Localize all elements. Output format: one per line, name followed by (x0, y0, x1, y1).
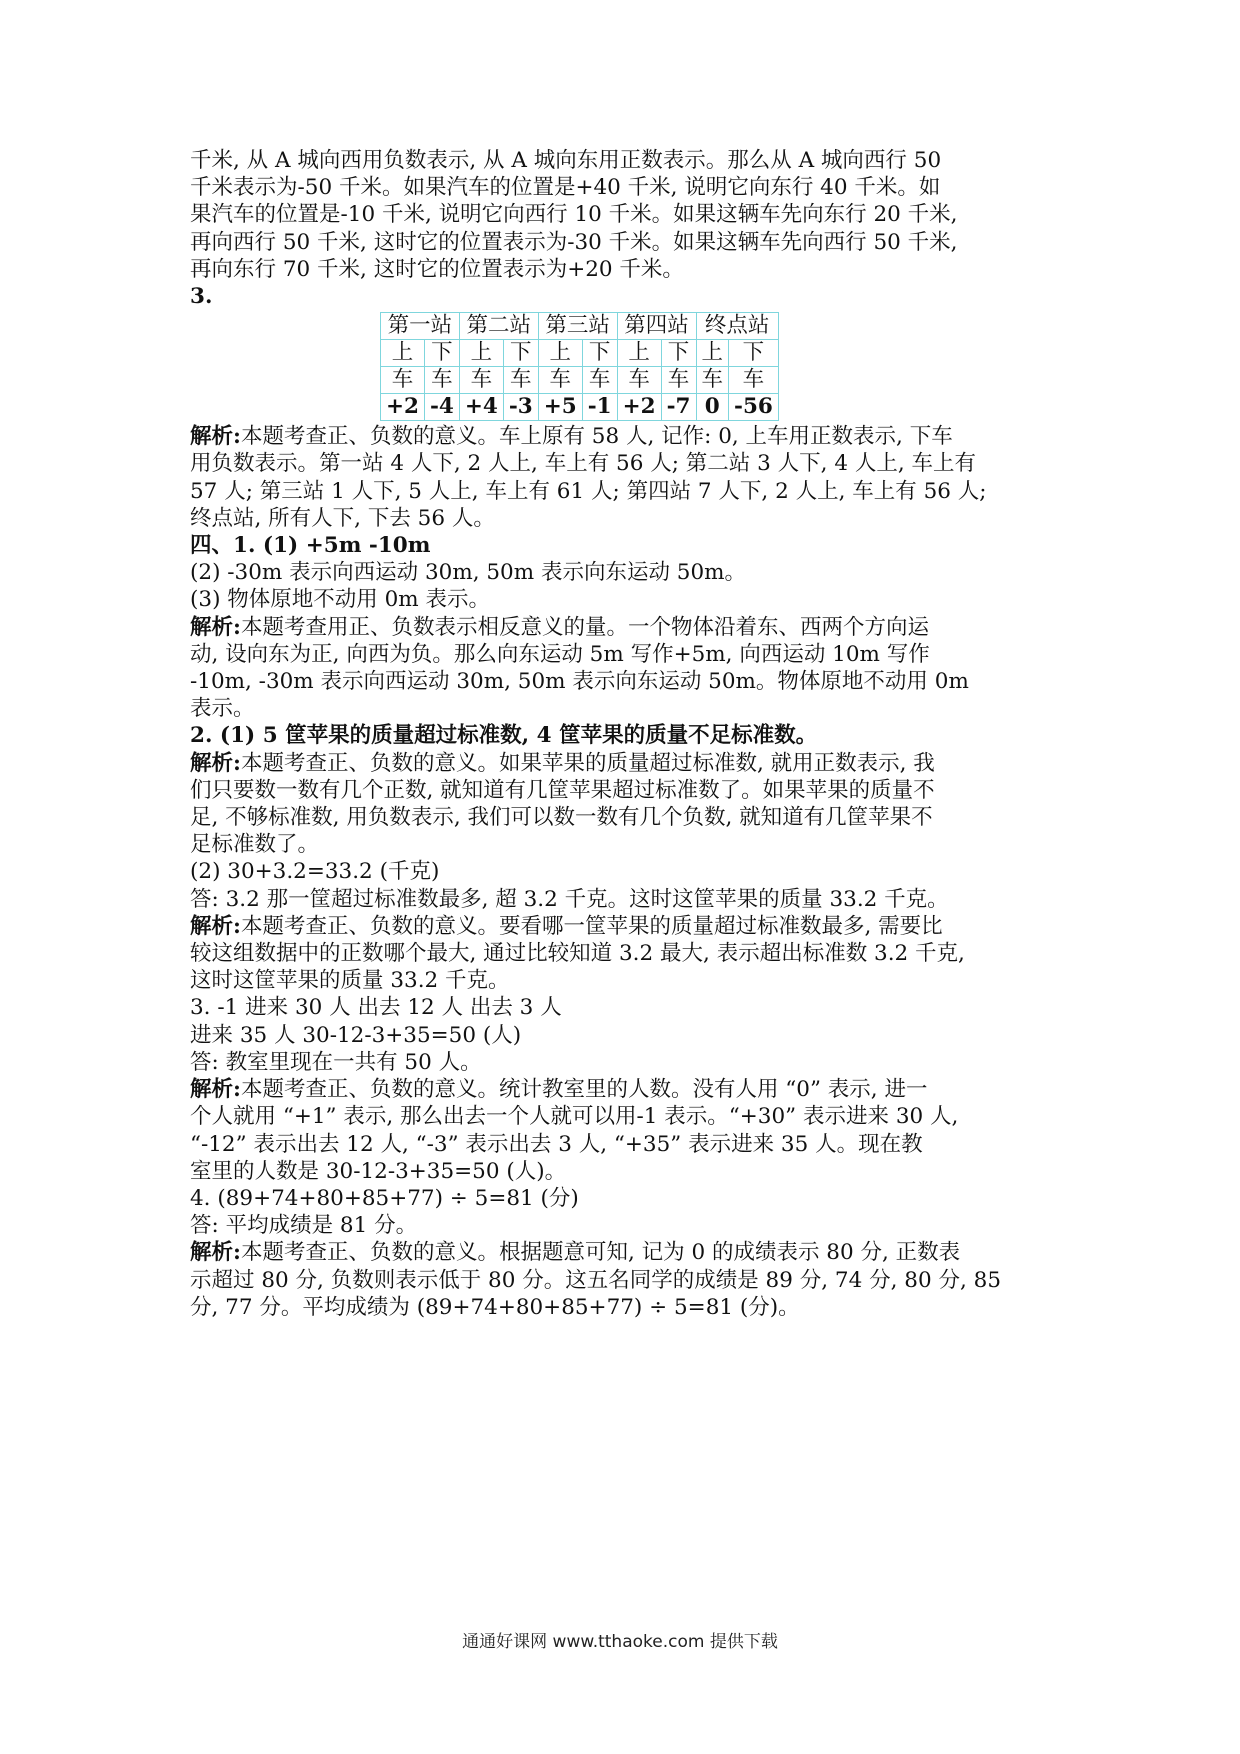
line-text: 用负数表示。第一站 4 人下, 2 人上, 车上有 56 人; 第二站 3 人下, 4 人上, 车上有 (190, 451, 977, 477)
line-text: 本题考查正、负数的意义。要看哪一筐苹果的质量超过标准数最多, 需要比 (240, 913, 943, 939)
line-text: 3. (190, 284, 213, 310)
line-text: 示超过 80 分, 负数则表示低于 80 分。这五名同学的成绩是 89 分, 74 分, 80 分, 85 (190, 1267, 1001, 1293)
text-line (190, 1022, 1060, 1049)
passenger-change-value: -1 (582, 394, 617, 421)
car-label: 车 (538, 367, 582, 394)
text-line (190, 940, 1060, 967)
line-text: 动, 设向东为正, 向西为负。那么向东运动 5m 写作+5m, 向西运动 10m 写作 (190, 641, 930, 667)
analysis-line (190, 750, 1060, 777)
passenger-change-value: -3 (503, 394, 538, 421)
text-line (190, 777, 1060, 804)
line-text: 进来 35 人 30-12-3+35=50 (人) (190, 1022, 522, 1048)
text-line (190, 1294, 1060, 1321)
line-text: 们只要数一数有几个正数, 就知道有几筐苹果超过标准数了。如果苹果的质量不 (190, 777, 935, 803)
car-label: 车 (661, 367, 696, 394)
line-text: “-12” 表示出去 12 人, “-3” 表示出去 3 人, “+35” 表示进来 35 人。现在教 (190, 1131, 923, 1157)
line-text: (2) -30m 表示向西运动 30m, 50m 表示向东运动 50m。 (190, 560, 747, 586)
analysis-line (190, 1239, 1060, 1266)
line-text: 本题考查用正、负数表示相反意义的量。一个物体沿着东、西两个方向运 (240, 614, 929, 640)
line-text: 较这组数据中的正数哪个最大, 通过比较知道 3.2 最大, 表示超出标准数 3.2 千克, (190, 941, 965, 967)
line-text: 室里的人数是 30-12-3+35=50 (人)。 (190, 1158, 567, 1184)
line-text: 这时这筐苹果的质量 33.2 千克。 (190, 968, 510, 994)
text-line (190, 505, 1060, 532)
analysis-line (190, 913, 1060, 940)
line-text: 四、1. (1) +5m -10m (190, 533, 431, 559)
passenger-change-value: -7 (661, 394, 696, 421)
line-text: 分, 77 分。平均成绩为 (89+74+80+85+77) ÷ 5=81 (分)。 (190, 1294, 800, 1320)
board-alight-label: 上 (617, 340, 661, 367)
line-text: 答: 平均成绩是 81 分。 (190, 1213, 418, 1239)
analysis-label: 解析: (190, 750, 241, 776)
text-line (190, 1267, 1060, 1294)
text-line (190, 147, 1060, 174)
text-line (190, 478, 1060, 505)
text-line (190, 695, 1060, 722)
line-text: 答: 3.2 那一筐超过标准数最多, 超 3.2 千克。这时这筐苹果的质量 33.2 千克。 (190, 886, 949, 912)
board-alight-label: 上 (696, 340, 729, 367)
text-line (190, 174, 1060, 201)
answer-document (190, 147, 1060, 1321)
text-line (190, 1185, 1060, 1212)
station-header: 终点站 (696, 313, 778, 340)
text-line (190, 858, 1060, 885)
line-text: 终点站, 所有人下, 下去 56 人。 (190, 505, 495, 531)
station-header: 第三站 (538, 313, 617, 340)
passenger-change-value: -56 (729, 394, 779, 421)
text-line (190, 831, 1060, 858)
line-text: 再向西行 50 千米, 这时它的位置表示为-30 千米。如果这辆车先向西行 50 千米, (190, 229, 958, 255)
line-text: 本题考查正、负数的意义。根据题意可知, 记为 0 的成绩表示 80 分, 正数表 (240, 1240, 961, 1266)
analysis-line (190, 1076, 1060, 1103)
text-line (190, 1131, 1060, 1158)
station-header: 第四站 (617, 313, 696, 340)
text-line (190, 1158, 1060, 1185)
line-text: 答: 教室里现在一共有 50 人。 (190, 1049, 482, 1075)
text-line (190, 994, 1060, 1021)
car-label: 车 (503, 367, 538, 394)
board-alight-label: 下 (503, 340, 538, 367)
line-text: 足, 不够标准数, 用负数表示, 我们可以数一数有几个负数, 就知道有几筐苹果不 (190, 805, 933, 831)
car-label: 车 (381, 367, 425, 394)
analysis-label: 解析: (190, 1077, 241, 1103)
line-text: 3. -1 进来 30 人 出去 12 人 出去 3 人 (190, 995, 562, 1021)
passenger-change-value: -4 (424, 394, 459, 421)
line-text: 本题考查正、负数的意义。如果苹果的质量超过标准数, 就用正数表示, 我 (240, 750, 935, 776)
passenger-change-value: 0 (696, 394, 729, 421)
analysis-label: 解析: (190, 424, 241, 450)
text-line (190, 668, 1060, 695)
board-alight-label: 上 (538, 340, 582, 367)
text-line (190, 886, 1060, 913)
line-text: 4. (89+74+80+85+77) ÷ 5=81 (分) (190, 1185, 579, 1211)
station-header: 第二站 (459, 313, 538, 340)
text-line (190, 804, 1060, 831)
text-line (190, 722, 1060, 749)
text-line (190, 967, 1060, 994)
text-line (190, 201, 1060, 228)
board-alight-label: 下 (729, 340, 779, 367)
text-line (190, 641, 1060, 668)
analysis-label: 解析: (190, 614, 241, 640)
line-text: (3) 物体原地不动用 0m 表示。 (190, 587, 491, 613)
board-alight-label: 下 (582, 340, 617, 367)
text-line (190, 1212, 1060, 1239)
passenger-change-value: +5 (538, 394, 582, 421)
car-label: 车 (459, 367, 503, 394)
board-alight-label: 上 (381, 340, 425, 367)
analysis-label: 解析: (190, 913, 241, 939)
line-text: (2) 30+3.2=33.2 (千克) (190, 859, 440, 885)
car-label: 车 (617, 367, 661, 394)
text-line (190, 256, 1060, 283)
analysis-line (190, 614, 1060, 641)
footer-download-note: 通通好课网 www.tthaoke.com 提供下载 (462, 1632, 778, 1652)
passenger-change-value: +2 (381, 394, 425, 421)
car-label: 车 (696, 367, 729, 394)
car-label: 车 (729, 367, 779, 394)
line-text: 表示。 (190, 696, 255, 722)
text-line (190, 1049, 1060, 1076)
station-header: 第一站 (381, 313, 460, 340)
station-passenger-table (380, 312, 779, 421)
analysis-line (190, 423, 1060, 450)
line-text: 本题考查正、负数的意义。统计教室里的人数。没有人用 “0” 表示, 进一 (240, 1077, 928, 1103)
text-line (190, 283, 1060, 310)
text-line (190, 532, 1060, 559)
line-text: 再向东行 70 千米, 这时它的位置表示为+20 千米。 (190, 256, 684, 282)
line-text: 本题考查正、负数的意义。车上原有 58 人, 记作: 0, 上车用正数表示, 下车 (240, 424, 953, 450)
text-line (190, 559, 1060, 586)
board-alight-label: 上 (459, 340, 503, 367)
text-line (190, 586, 1060, 613)
line-text: 个人就用 “+1” 表示, 那么出去一个人就可以用-1 表示。“+30” 表示进来 30 人, (190, 1104, 959, 1130)
line-text: 2. (1) 5 筐苹果的质量超过标准数, 4 筐苹果的质量不足标准数。 (190, 723, 818, 749)
car-label: 车 (582, 367, 617, 394)
text-line (190, 229, 1060, 256)
text-line (190, 450, 1060, 477)
car-label: 车 (424, 367, 459, 394)
text-line (190, 1103, 1060, 1130)
passenger-change-value: +4 (459, 394, 503, 421)
line-text: 千米表示为-50 千米。如果汽车的位置是+40 千米, 说明它向东行 40 千米。如 (190, 175, 941, 201)
line-text: 果汽车的位置是-10 千米, 说明它向西行 10 千米。如果这辆车先向东行 20 千米, (190, 202, 958, 228)
line-text: 57 人; 第三站 1 人下, 5 人上, 车上有 61 人; 第四站 7 人下, 2 人上, 车上有 56 人; (190, 478, 987, 504)
line-text: -10m, -30m 表示向西运动 30m, 50m 表示向东运动 50m。物体原地不动用 0m (190, 669, 969, 695)
line-text: 足标准数了。 (190, 832, 320, 858)
line-text: 千米, 从 A 城向西用负数表示, 从 A 城向东用正数表示。那么从 A 城向西行 50 (190, 148, 942, 173)
passenger-change-value: +2 (617, 394, 661, 421)
board-alight-label: 下 (424, 340, 459, 367)
analysis-label: 解析: (190, 1240, 241, 1266)
board-alight-label: 下 (661, 340, 696, 367)
